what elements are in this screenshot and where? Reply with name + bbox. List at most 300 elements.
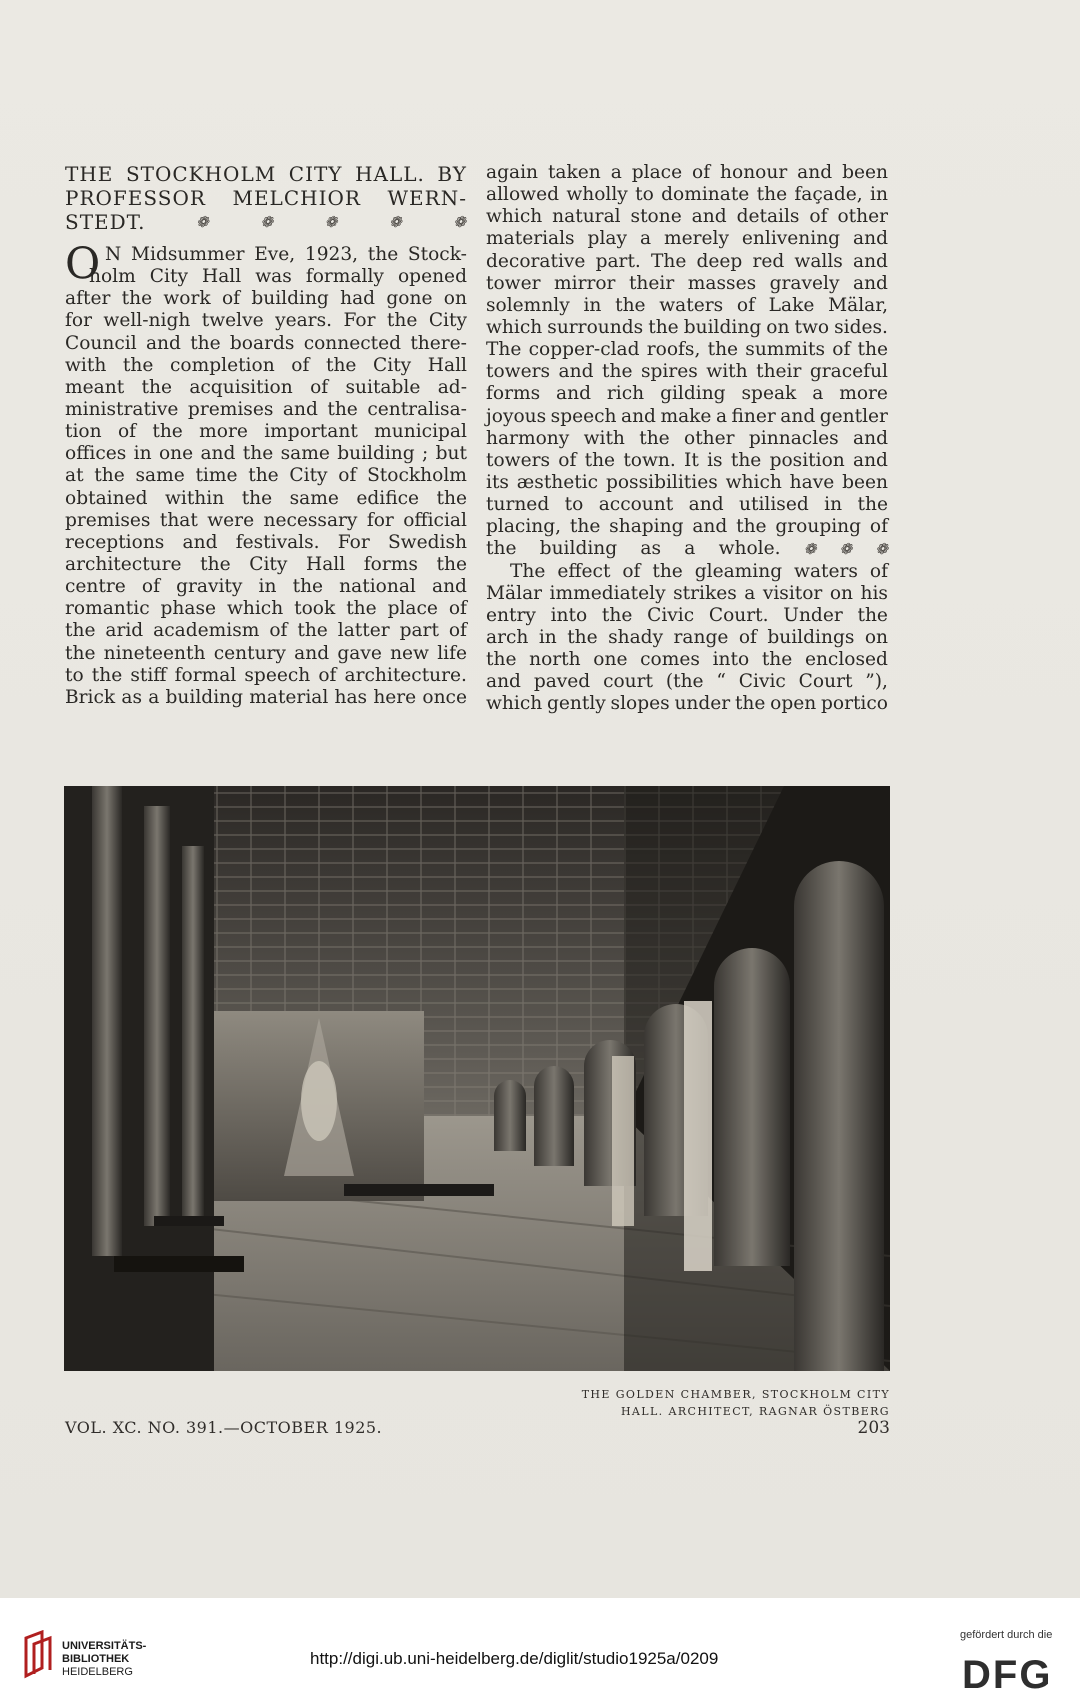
word: official — [403, 509, 467, 531]
word: of — [141, 576, 160, 598]
word: under — [674, 693, 731, 715]
word: the — [152, 421, 183, 443]
word: after — [65, 288, 111, 310]
word: the — [648, 316, 679, 338]
word: a — [812, 383, 824, 405]
word: speech — [244, 664, 311, 686]
word: receptions — [65, 531, 165, 553]
word: gilding — [660, 383, 726, 405]
word: of — [310, 376, 329, 398]
word: portico — [820, 693, 888, 715]
word: the — [325, 354, 357, 376]
word: place — [631, 162, 683, 183]
word: court — [603, 671, 654, 693]
word: material — [249, 686, 329, 708]
word: premises — [187, 398, 274, 420]
word: ”), — [865, 671, 888, 693]
word: have — [789, 471, 835, 493]
word: completion — [169, 354, 275, 376]
word: there- — [410, 332, 467, 354]
word: gave — [337, 642, 382, 664]
word: strikes — [673, 582, 737, 604]
word: on — [766, 316, 790, 338]
word: into — [712, 649, 750, 671]
dfg-logo[interactable]: DFG — [962, 1653, 1053, 1697]
word: Court. — [708, 604, 769, 626]
word: building — [539, 538, 618, 560]
text-line — [65, 665, 467, 687]
word: new — [390, 642, 429, 664]
word: municipal — [374, 421, 467, 443]
word: the — [65, 620, 96, 642]
word: a — [744, 582, 756, 604]
word: in — [583, 294, 602, 316]
word: formally — [305, 266, 384, 288]
word: building — [683, 316, 762, 338]
word: the — [857, 604, 888, 626]
word: solemnly — [486, 294, 570, 316]
word: had — [340, 288, 376, 310]
page-number: 203 — [857, 1418, 890, 1438]
text-line — [65, 465, 467, 487]
word: make — [660, 405, 712, 427]
word: been — [842, 471, 888, 493]
word: Swedish — [387, 531, 467, 553]
word: for — [65, 310, 92, 332]
word: effect — [557, 560, 611, 582]
word: his — [860, 582, 888, 604]
word: of — [117, 421, 137, 443]
word: natural — [552, 206, 621, 228]
text-line — [65, 687, 467, 709]
word: open — [770, 693, 817, 715]
word: of — [736, 294, 755, 316]
caption-line-2: HALL. ARCHITECT, RAGNAR ÖSTBERG — [620, 1405, 890, 1418]
left-column — [65, 162, 467, 709]
word: Midsummer — [130, 244, 245, 265]
word: graceful — [809, 361, 888, 383]
word: nineteenth — [103, 642, 206, 664]
word: Court — [798, 671, 853, 693]
word: life — [437, 642, 467, 664]
word: and — [621, 405, 656, 427]
word: which — [725, 471, 782, 493]
word: rich — [606, 383, 645, 405]
word: the — [242, 443, 274, 465]
word: and — [486, 671, 521, 693]
text-line — [65, 377, 467, 399]
word: Lake — [768, 294, 815, 316]
word: the — [736, 516, 767, 538]
word: century — [213, 642, 286, 664]
word: the — [615, 294, 646, 316]
title-line — [65, 186, 467, 210]
word: of — [809, 206, 828, 228]
word: obtained — [65, 487, 148, 509]
word: sides. — [834, 316, 888, 338]
word: finer — [731, 405, 776, 427]
text-line — [486, 383, 888, 405]
word: premises — [65, 509, 151, 531]
word: visitor — [762, 582, 823, 604]
word: building — [337, 443, 415, 465]
text-line — [65, 266, 467, 288]
word: the — [602, 361, 633, 383]
word: to — [65, 664, 84, 686]
word: gravely — [769, 272, 840, 294]
word: ministrative — [65, 398, 179, 420]
word: romantic — [65, 598, 150, 620]
word: mirror — [554, 272, 616, 294]
word: entry — [486, 604, 536, 626]
word: acquisition — [189, 376, 293, 398]
word: their — [628, 272, 675, 294]
word: town. — [623, 449, 676, 471]
word: the — [761, 649, 793, 671]
word: forms — [486, 383, 541, 405]
word: the — [200, 553, 231, 575]
word: Mälar, — [828, 294, 888, 316]
text-line — [486, 273, 888, 295]
word: stone — [630, 206, 682, 228]
word: buildings — [767, 626, 855, 648]
text-line — [65, 355, 467, 377]
caption-line-1: THE GOLDEN CHAMBER, STOCKHOLM CITY — [581, 1388, 890, 1401]
word: waters — [659, 294, 724, 316]
word: For — [337, 531, 370, 553]
word: a — [684, 538, 696, 560]
word: Eve, — [254, 244, 296, 265]
word: The — [650, 250, 687, 272]
word: which — [226, 598, 284, 620]
word: of — [869, 516, 888, 538]
word: more — [199, 421, 248, 443]
library-line-3: HEIDELBERG — [62, 1666, 133, 1678]
word: and — [558, 361, 594, 383]
word: the — [436, 553, 467, 575]
word: the — [584, 449, 616, 471]
word: of — [221, 288, 241, 310]
title-line — [65, 210, 467, 234]
word: the — [241, 487, 273, 509]
volume-line: VOL. XC. NO. 391.—OCTOBER 1925. — [65, 1418, 383, 1437]
text-line — [486, 184, 888, 206]
word: account — [598, 494, 674, 516]
word: and — [294, 642, 330, 664]
word: wholly — [566, 184, 628, 206]
text-line — [486, 627, 888, 649]
word: and — [431, 576, 467, 598]
word: at — [65, 465, 84, 487]
text-line — [65, 288, 467, 310]
title-word: HALL. — [355, 162, 425, 186]
text-line — [486, 206, 888, 228]
word: position — [769, 449, 845, 471]
word: of — [338, 465, 357, 487]
word: on — [864, 626, 888, 648]
word: is — [707, 449, 723, 471]
word: the — [734, 693, 766, 715]
word: a — [639, 228, 652, 250]
word: latter — [337, 620, 390, 642]
word: the — [639, 427, 670, 449]
word: the — [141, 376, 172, 398]
word: arch — [486, 626, 529, 648]
word: other — [837, 206, 888, 228]
word: red — [752, 250, 785, 272]
drop-cap: O — [65, 239, 101, 289]
left-column-text — [65, 239, 467, 709]
word: and — [780, 405, 816, 427]
word: It — [684, 449, 699, 471]
word: tower — [486, 272, 541, 294]
word: and — [853, 272, 888, 294]
title-word: STEDT. — [65, 210, 146, 234]
word: formal — [174, 664, 237, 686]
word: that — [159, 509, 198, 531]
word: in — [133, 443, 152, 465]
word: the — [346, 598, 377, 620]
text-line — [65, 620, 467, 642]
word: the — [569, 516, 601, 538]
word: in — [538, 626, 557, 648]
word: and — [692, 516, 728, 538]
word: and — [853, 228, 888, 250]
word: City — [373, 354, 412, 376]
word: forms — [363, 553, 418, 575]
word: façade, — [794, 184, 863, 206]
word: decorative — [486, 250, 586, 272]
word: here — [373, 686, 417, 708]
word: details — [736, 206, 800, 228]
word: spires — [640, 361, 698, 383]
word: of — [318, 664, 337, 686]
word: gravity — [176, 576, 243, 598]
word: surrounds — [547, 316, 644, 338]
word: Under — [783, 604, 843, 626]
word: The — [486, 339, 522, 361]
text-line — [486, 671, 888, 693]
word: range — [673, 626, 729, 648]
word: the — [652, 560, 683, 582]
word: dominate — [661, 184, 750, 206]
word: deep — [696, 250, 743, 272]
text-line — [65, 576, 467, 598]
word: enlivening — [741, 228, 841, 250]
word: to — [564, 494, 584, 516]
word: play — [587, 228, 627, 250]
word: and — [200, 443, 236, 465]
word: utilised — [739, 494, 809, 516]
word: place — [387, 598, 438, 620]
word: were — [207, 509, 255, 531]
word: the — [327, 398, 358, 420]
word: as — [121, 686, 143, 708]
word: “ — [716, 671, 726, 693]
word: Mälar — [486, 582, 543, 604]
word: the — [436, 487, 467, 509]
library-line-2: BIBLIOTHEK — [62, 1653, 130, 1665]
library-name[interactable] — [62, 1640, 146, 1679]
word: and — [688, 494, 724, 516]
word: the — [122, 354, 154, 376]
text-line — [65, 598, 467, 620]
word: of — [692, 162, 711, 183]
word: their — [756, 361, 802, 383]
leaf-ornament-icon: ❁ — [389, 213, 403, 231]
word: of — [558, 449, 577, 471]
word: Stockholm — [367, 465, 467, 487]
word: important — [264, 421, 358, 443]
figure-caption — [560, 1386, 890, 1420]
word: City — [428, 310, 467, 332]
word: and — [853, 427, 888, 449]
word: whole. — [718, 538, 781, 560]
leaf-ornament-icon: ❁ — [839, 540, 853, 559]
leaf-ornament-icon: ❁ — [803, 540, 817, 559]
word: arid — [105, 620, 144, 642]
text-line — [65, 510, 467, 532]
word: possibilities — [605, 471, 718, 493]
word: national — [339, 576, 416, 598]
word: Civic — [647, 604, 695, 626]
right-column — [486, 162, 888, 716]
word: gentler — [819, 405, 888, 427]
golden-chamber-photo — [64, 786, 890, 1371]
word: the — [730, 449, 762, 471]
word: allowed — [486, 184, 559, 206]
word: Brick — [65, 686, 116, 708]
university-library-logo-icon[interactable] — [22, 1630, 56, 1680]
text-line — [65, 310, 467, 332]
word: the — [567, 626, 598, 648]
word: the — [94, 465, 125, 487]
title-word: PROFESSOR — [65, 186, 206, 210]
word: of — [869, 560, 888, 582]
word: the — [486, 538, 517, 560]
leaf-ornament-icon: ❁ — [260, 213, 275, 231]
word: the — [292, 576, 324, 598]
word: festivals. — [235, 531, 320, 553]
word: edifice — [356, 487, 420, 509]
word: the — [756, 184, 788, 206]
word: speak — [741, 383, 797, 405]
word: a — [148, 686, 160, 708]
funded-by-label: gefördert durch die — [960, 1629, 1053, 1641]
word: paved — [533, 671, 591, 693]
word: turned — [486, 494, 550, 516]
word: with — [65, 354, 107, 376]
word: summits — [745, 339, 826, 361]
leaf-ornament-icon: ❁ — [875, 540, 888, 559]
word: took — [294, 598, 336, 620]
word: tion — [65, 421, 102, 443]
right-column-text — [486, 162, 888, 716]
text-line — [486, 251, 888, 273]
word: the — [190, 332, 221, 354]
word: centre — [65, 576, 126, 598]
word: and — [797, 162, 833, 183]
word: æsthetic — [516, 471, 599, 493]
word: shady — [608, 626, 664, 648]
word: part. — [595, 250, 641, 272]
word: work — [163, 288, 211, 310]
article-title — [65, 162, 467, 234]
word: of — [291, 354, 310, 376]
word: walls — [794, 250, 843, 272]
word: and — [853, 449, 888, 471]
word: into — [550, 604, 588, 626]
word: necessary — [263, 509, 358, 531]
word: opened — [397, 266, 467, 288]
text-line — [486, 406, 888, 428]
word: two — [794, 316, 830, 338]
word: once — [422, 686, 467, 708]
word: building — [165, 686, 244, 708]
word: part — [399, 620, 439, 642]
word: to — [635, 184, 654, 206]
word: Hall — [305, 553, 346, 575]
text-line — [486, 649, 888, 671]
word: which — [486, 316, 543, 338]
word: as — [640, 538, 662, 560]
word: and — [556, 383, 592, 405]
text-line — [65, 333, 467, 355]
word: towers — [486, 449, 551, 471]
word: of — [738, 626, 757, 648]
word: of — [269, 620, 288, 642]
text-line — [65, 443, 467, 465]
word: of — [448, 620, 467, 642]
word: connected — [303, 332, 402, 354]
word: the — [857, 494, 888, 516]
word: for — [366, 509, 394, 531]
word: the — [707, 339, 739, 361]
word: phase — [160, 598, 217, 620]
word: the — [386, 310, 418, 332]
word: has — [334, 686, 368, 708]
word: enclosed — [804, 649, 888, 671]
leaf-ornament-icon: ❁ — [196, 213, 210, 231]
word: in — [870, 184, 888, 206]
word: and — [282, 398, 318, 420]
word: the — [857, 339, 888, 361]
text-line — [65, 399, 467, 421]
text-line — [486, 228, 888, 250]
word: a — [715, 405, 728, 427]
word: holm — [89, 266, 136, 288]
word: its — [486, 471, 509, 493]
title-word: CITY — [288, 162, 343, 186]
word: suitable — [345, 376, 421, 398]
word: gone — [386, 288, 433, 310]
permalink-url[interactable]: http://digi.ub.uni-heidelberg.de/diglit/studio1925a/0209 — [310, 1649, 719, 1668]
text-line — [486, 494, 888, 516]
text-line — [486, 428, 888, 450]
word: architecture. — [344, 664, 467, 686]
word: gently — [546, 693, 606, 715]
text-line — [486, 605, 888, 627]
word: twelve — [201, 310, 264, 332]
word: time — [195, 465, 238, 487]
text-line — [486, 561, 888, 583]
word: was — [255, 266, 292, 288]
title-word: BY — [437, 162, 467, 186]
word: academism — [153, 620, 260, 642]
word: the — [65, 642, 96, 664]
word: City — [249, 553, 288, 575]
word: Hall — [427, 354, 467, 376]
